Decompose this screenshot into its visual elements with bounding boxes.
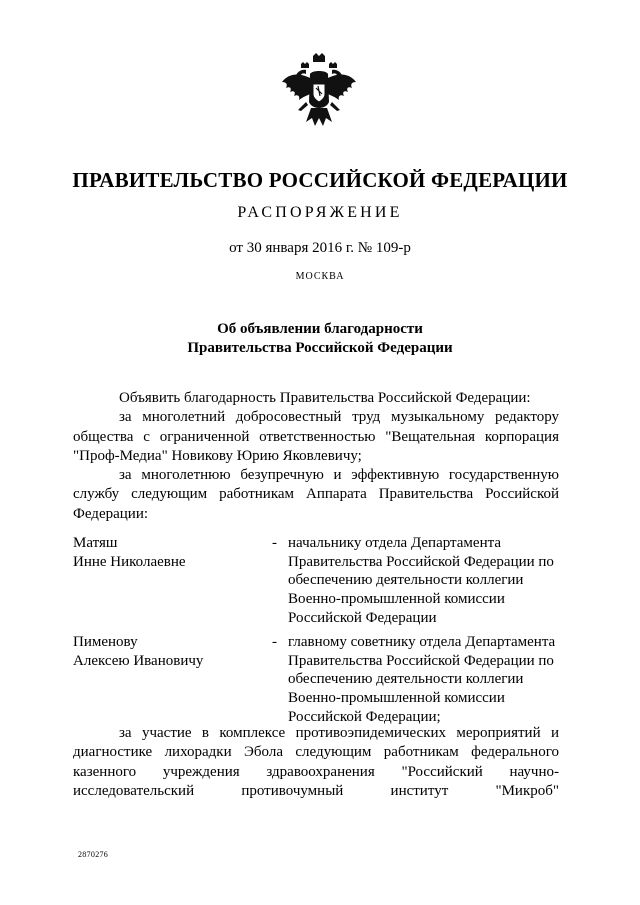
government-title: ПРАВИТЕЛЬСТВО РОССИЙСКОЙ ФЕДЕРАЦИИ xyxy=(72,168,568,192)
document-date-number: от 30 января 2016 г. № 109-р xyxy=(229,240,411,256)
paragraph-item-3: за участие в комплексе противоэпидемических мероприятий и диагностике лихорадки Эбола следующим работникам федерального казенного учреждения здравоохранения "Российский научно-исследовательский противочумный институт "Микроб" xyxy=(73,725,559,799)
person-entry xyxy=(73,633,563,727)
subject-line-1: Об объявлении благодарности xyxy=(217,321,423,337)
person-role: начальнику отдела Департамента Правительства Российской Федерации по обеспечению деятельности коллегии Военно-промышленной комиссии Российской Федерации xyxy=(288,535,554,626)
person-role: главному советнику отдела Департамента Правительства Российской Федерации по обеспечению деятельности коллегии Военно-промышленной комиссии Российской Федерации; xyxy=(288,634,556,725)
document-subject xyxy=(0,320,640,358)
person-surname: Пименову xyxy=(73,634,138,650)
subject-line-2: Правительства Российской Федерации xyxy=(187,340,453,356)
document-body-continued xyxy=(73,724,559,801)
document-city: МОСКВА xyxy=(295,271,345,282)
intro-paragraph: Объявить благодарность Правительства Российской Федерации: xyxy=(119,390,531,406)
paragraph-item-1: за многолетний добросовестный труд музыкальному редактору общества с ограниченной ответственностью "Вещательная корпорация "Проф-Медиа" Новикову Юрию Яковлевичу; xyxy=(73,409,559,464)
person-name xyxy=(73,633,273,670)
person-entry xyxy=(73,534,563,628)
paragraph-item-2: за многолетнюю безупречную и эффективную государственную службу следующим работникам Аппарата Правительства Российской Федерации: xyxy=(73,467,559,522)
double-headed-eagle-emblem-icon xyxy=(276,50,362,136)
document-body xyxy=(73,389,559,524)
person-surname: Матяш xyxy=(73,535,118,551)
person-dash: - xyxy=(272,634,277,650)
person-dash: - xyxy=(272,535,277,551)
document-type: РАСПОРЯЖЕНИЕ xyxy=(237,204,403,221)
document-code: 2870276 xyxy=(78,850,109,859)
person-given-name: Инне Николаевне xyxy=(73,553,186,570)
person-given-name: Алексею Ивановичу xyxy=(73,652,204,669)
person-name xyxy=(73,534,273,571)
